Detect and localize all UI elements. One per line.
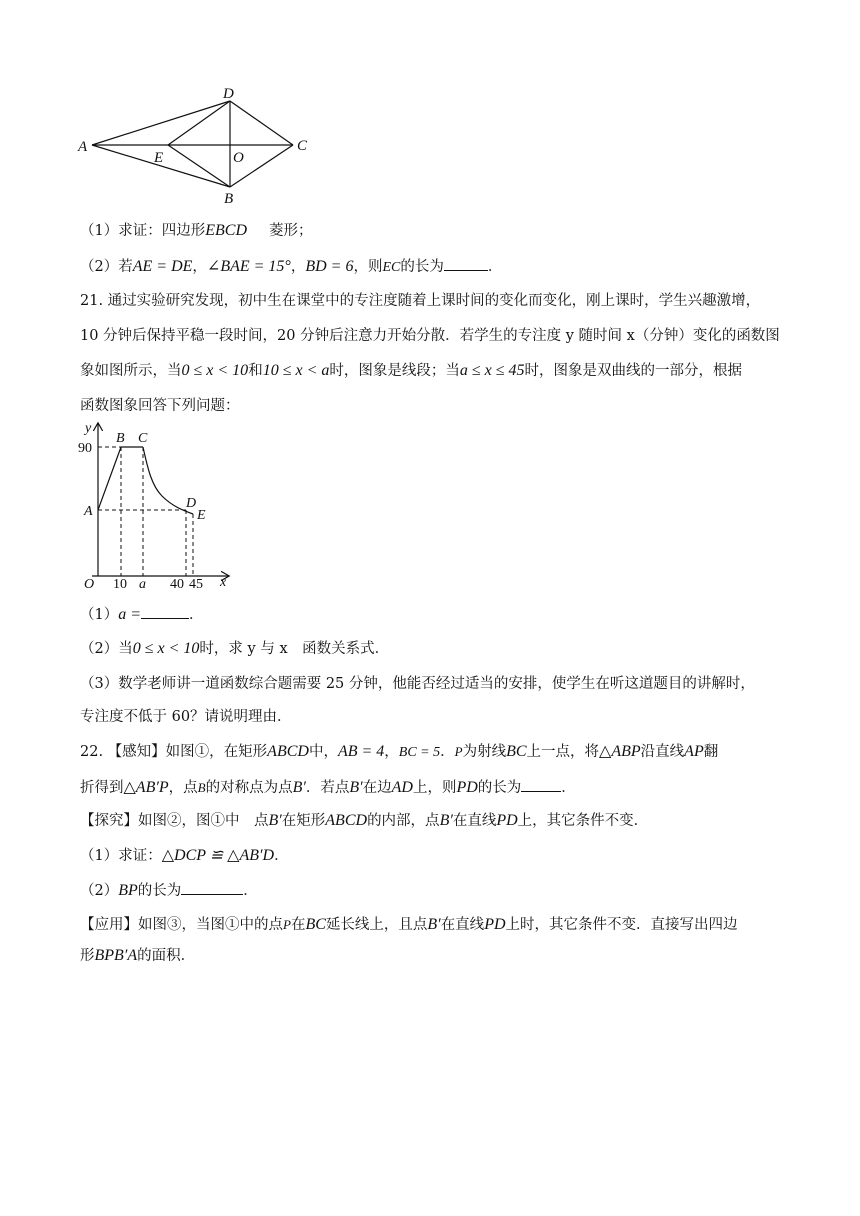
text-fragment: AD — [391, 779, 413, 796]
q22-line5: （2）BP的长为 ． — [80, 882, 258, 899]
text-fragment: AB = 4 — [337, 743, 385, 760]
text-fragment: △DCP ≌ △AB′D — [161, 847, 275, 864]
text-fragment: ， — [384, 744, 399, 760]
q22-line2: 折得到△AB′P，点B的对称点为点B′．若点B′在边AD上，则PD的长为 ． — [80, 779, 576, 796]
origin-label: O — [84, 577, 95, 592]
text-fragment: （1） — [80, 607, 119, 623]
q20-part2: （2）若AE = DE，∠BAE = 15°，BD = 6，则EC的长为 ． — [80, 258, 503, 275]
seg-EB — [168, 145, 230, 187]
text-fragment: （2）当 — [80, 641, 133, 657]
text-fragment: 在 — [290, 917, 306, 933]
text-fragment: 上，其它条件不变． — [517, 813, 649, 829]
text-fragment: 延长线上，且点 — [325, 917, 428, 933]
text-fragment: P — [283, 917, 291, 932]
q22-line4 — [80, 846, 289, 866]
text-fragment: 形 — [80, 948, 95, 964]
text-fragment: 【探究】如图②，图①中 点 — [80, 813, 269, 829]
text-fragment: 在矩形 — [281, 813, 326, 829]
text-fragment: B′ — [349, 779, 363, 796]
axis-label-x: x — [220, 575, 227, 590]
axis-label-y: y — [85, 421, 92, 436]
tick-10: 10 — [113, 577, 127, 592]
text-fragment: 的对称点为点 — [205, 780, 293, 796]
text-fragment: BP — [118, 882, 138, 899]
text-fragment: △ABP — [599, 743, 641, 760]
label-D: D — [223, 86, 234, 102]
text-fragment: 折得到 — [80, 780, 124, 796]
text-fragment: B′ — [439, 812, 453, 829]
point-label-B: B — [116, 431, 125, 446]
text-fragment: （1）求证：四边形 — [80, 223, 206, 239]
text-fragment: 上时，其它条件不变．直接写出四边 — [505, 917, 738, 933]
q21-intro-line2: 10 分钟后保持平稳一段时间，20 分钟后注意力开始分散．若学生的专注度 y 随时间 x（分钟）变化的函数图 — [80, 328, 780, 344]
label-B: B — [224, 191, 234, 207]
text-fragment: BPB′A — [94, 947, 138, 964]
answer-blank[interactable] — [521, 777, 561, 792]
seg-ED — [168, 101, 230, 145]
text-fragment: 时，图象是线段；当 — [329, 363, 460, 379]
text-fragment: （2）若 — [80, 259, 133, 275]
text-fragment: 【应用】如图③，当图①中的点 — [80, 917, 283, 933]
tick-45: 45 — [189, 577, 203, 592]
label-O: O — [233, 150, 244, 166]
text-fragment: 菱形； — [269, 223, 313, 239]
text-fragment: 时，求 y 与 x 函数关系式． — [199, 641, 390, 657]
answer-blank[interactable] — [444, 256, 488, 271]
q20-part1 — [80, 221, 313, 241]
text-fragment: 的长为 — [137, 883, 182, 899]
text-fragment: 的内部，点 — [367, 813, 440, 829]
text-fragment: BC = 5 — [398, 745, 441, 760]
text-fragment: B′ — [427, 916, 441, 933]
seg-DC — [230, 101, 293, 145]
text-fragment: 22. 【感知】如图①，在矩形 — [80, 744, 268, 760]
text-fragment: 为射线 — [462, 744, 507, 760]
text-fragment: 的长为 — [400, 259, 444, 275]
text-fragment: 的长为 — [477, 780, 522, 796]
q21-part3-line1: （3）数学老师讲一道函数综合题需要 25 分钟，他能否经过适当的安排，使学生在听这道题目的讲解时， — [80, 676, 755, 692]
label-A: A — [78, 139, 88, 155]
point-label-A: A — [84, 504, 93, 519]
kite-figure — [0, 0, 860, 215]
text-fragment: a = — [118, 606, 142, 623]
point-label-D: D — [186, 496, 197, 511]
text-fragment: 0 ≤ x < 10 — [181, 362, 249, 379]
text-fragment: 和 — [248, 363, 263, 379]
text-fragment: ABCD — [325, 812, 368, 829]
tick-a: a — [139, 577, 146, 592]
point-label-E: E — [197, 508, 206, 523]
text-fragment: 在直线 — [452, 813, 497, 829]
text-fragment: B — [197, 780, 206, 795]
q21-part2 — [80, 639, 389, 659]
q22-line1 — [80, 742, 718, 763]
text-fragment: EC — [382, 260, 401, 275]
text-fragment: 象如图所示，当 — [80, 363, 182, 379]
text-fragment: △AB′P — [123, 779, 169, 796]
text-fragment: ． — [274, 848, 289, 864]
text-fragment: ∠BAE = 15° — [206, 258, 291, 275]
text-fragment: PD — [456, 779, 478, 796]
attention-graph — [0, 418, 860, 598]
text-fragment: 的面积． — [137, 948, 196, 964]
text-fragment: （1）求证： — [80, 848, 162, 864]
q21-intro-line1: 21. 通过实验研究发现，初中生在课堂中的专注度随着上课时间的变化而变化，刚上课时，学生兴趣激增， — [80, 293, 761, 309]
text-fragment: ．若点 — [305, 780, 350, 796]
text-fragment: BC — [506, 743, 527, 760]
text-fragment: 时，图象是双曲线的一部分，根据 — [524, 363, 743, 379]
q22-line7 — [80, 946, 195, 966]
text-fragment: 0 ≤ x < 10 — [132, 640, 200, 657]
graph-line-AB — [98, 447, 121, 510]
text-fragment: ． — [440, 744, 455, 760]
text-fragment: 上一点，将 — [526, 744, 600, 760]
text-fragment: B′ — [268, 812, 282, 829]
text-fragment: BD = 6 — [305, 258, 354, 275]
text-fragment: 在直线 — [440, 917, 485, 933]
text-fragment: B′ — [292, 779, 306, 796]
text-fragment: ，点 — [168, 780, 198, 796]
tick-90: 90 — [78, 441, 92, 456]
text-fragment: AP — [684, 743, 704, 760]
text-fragment: ，则 — [353, 259, 383, 275]
label-C: C — [297, 138, 308, 154]
text-fragment: ABCD — [267, 743, 309, 760]
text-fragment: 中， — [308, 744, 338, 760]
text-fragment: 沿直线 — [640, 744, 685, 760]
q21-intro-line4: 函数图象回答下列问题： — [80, 398, 240, 414]
q22-line6 — [80, 915, 738, 935]
q22-line3 — [80, 811, 648, 831]
text-fragment: AE = DE — [132, 258, 193, 275]
text-fragment: （2） — [80, 883, 119, 899]
text-fragment: 10 ≤ x < a — [262, 362, 330, 379]
text-fragment: EBCD — [205, 222, 248, 239]
text-fragment: P — [454, 744, 463, 759]
text-fragment: 翻 — [703, 744, 719, 760]
point-label-C: C — [138, 431, 148, 446]
answer-blank[interactable] — [181, 880, 243, 895]
text-fragment: 在边 — [362, 780, 392, 796]
q21-part1: （1）a = ． — [80, 606, 204, 623]
text-fragment: PD — [484, 916, 506, 933]
text-fragment: BC — [305, 916, 326, 933]
q21-part3-line2: 专注度不低于 60？请说明理由． — [80, 709, 292, 725]
label-E: E — [154, 150, 164, 166]
text-fragment: 上，则 — [412, 780, 457, 796]
seg-AD — [92, 101, 230, 145]
answer-blank[interactable] — [141, 604, 189, 619]
tick-40: 40 — [170, 577, 184, 592]
text-fragment: a ≤ x ≤ 45 — [459, 362, 525, 379]
q21-intro-line3 — [80, 361, 742, 381]
text-fragment: PD — [496, 812, 518, 829]
